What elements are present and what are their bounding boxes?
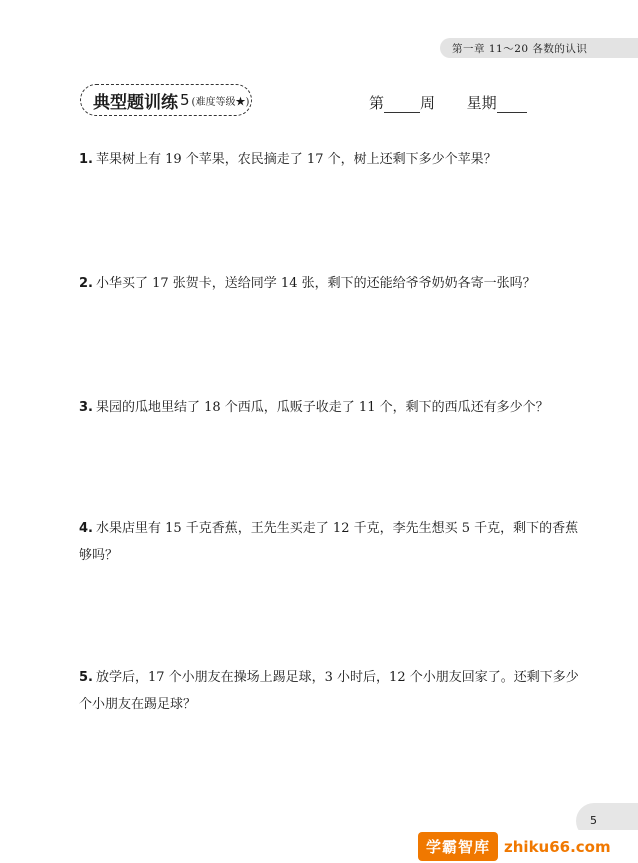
day-label: 星期 <box>466 94 497 112</box>
question-3 <box>79 394 579 421</box>
question-text: 小华买了 17 张贺卡，送给同学 14 张，剩下的还能给爷爷奶奶各寄一张吗？ <box>95 276 536 291</box>
question-2 <box>79 270 579 297</box>
exercise-title-box <box>80 84 252 116</box>
question-number: 2. <box>79 276 93 291</box>
difficulty-label: (难度等级★) <box>191 96 250 108</box>
week-suffix: 周 <box>420 94 436 112</box>
question-text: 果园的瓜地里结了 18 个西瓜，瓜贩子收走了 11 个，剩下的西瓜还有多少个？ <box>95 400 549 415</box>
watermark-url: zhiku66.com <box>504 837 611 856</box>
exercise-number: 5 <box>180 91 190 109</box>
schedule-line <box>369 92 527 113</box>
day-blank[interactable] <box>497 96 527 113</box>
question-1 <box>79 146 579 173</box>
question-text: 水果店里有 15 千克香蕉，王先生买走了 12 千克，李先生想买 5 千克，剩下的香蕉够吗？ <box>79 521 579 563</box>
question-number: 4. <box>79 521 93 536</box>
question-number: 5. <box>79 670 93 685</box>
question-4 <box>79 515 579 569</box>
question-number: 3. <box>79 400 93 415</box>
week-blank[interactable] <box>384 96 420 113</box>
question-text: 苹果树上有 19 个苹果，农民摘走了 17 个，树上还剩下多少个苹果？ <box>95 152 497 167</box>
watermark <box>418 830 638 863</box>
exercise-title: 典型题训练 <box>93 92 178 113</box>
week-prefix: 第 <box>369 94 385 112</box>
question-number: 1. <box>79 152 93 167</box>
question-text: 放学后，17 个小朋友在操场上踢足球，3 小时后，12 个小朋友回家了。还剩下多少个小朋友在踢足球？ <box>79 670 579 712</box>
question-5 <box>79 664 579 718</box>
chapter-header: 第一章 11～20 各数的认识 <box>452 43 588 55</box>
page-number: 5 <box>590 814 597 827</box>
watermark-brand: 学霸智库 <box>418 832 498 861</box>
